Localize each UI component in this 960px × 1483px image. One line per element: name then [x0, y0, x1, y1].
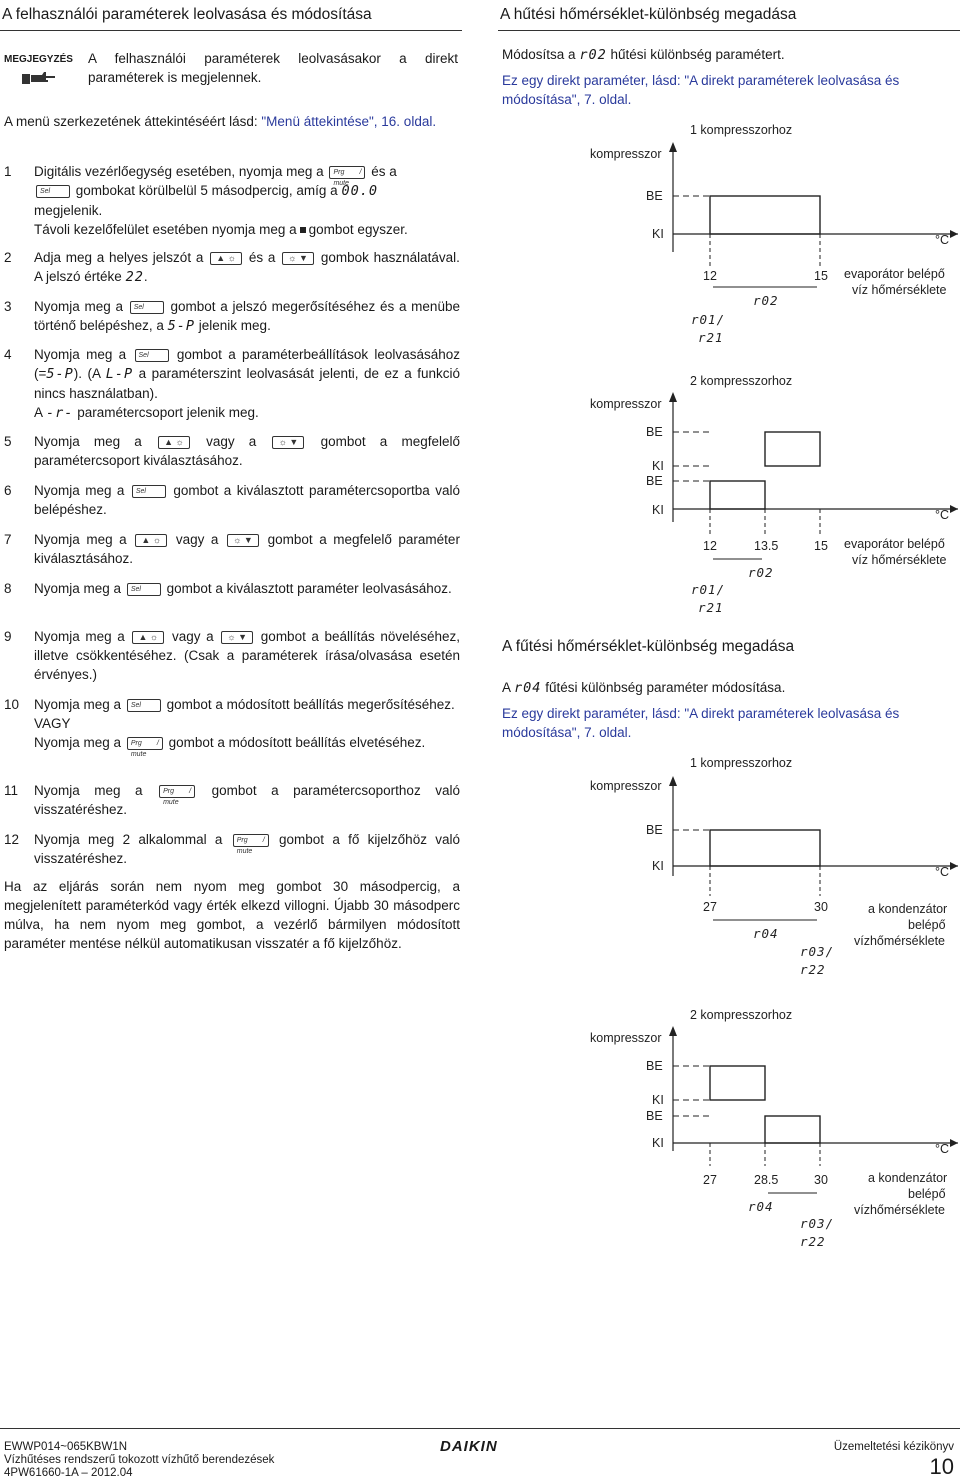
svg-text:r03/: r03/ [800, 1216, 835, 1231]
pointing-hand-icon [22, 70, 56, 86]
heating-instruction: A r04 fűtési különbség paraméter módosítása. [502, 680, 786, 696]
display-code: 5-P [167, 318, 196, 334]
y-axis-arrow [669, 142, 677, 152]
svg-text:2 kompresszorhoz: 2 kompresszorhoz [690, 1008, 793, 1022]
up-button-icon: ▲ ☼ [132, 631, 164, 644]
sel-button-icon: Sel [127, 583, 161, 596]
one-compressor-label: 1 kompresszorhoz [690, 123, 793, 137]
step-8: 8 Nyomja meg a Sel gombot a kiválasztott paraméter leolvasásához. [4, 581, 452, 596]
svg-text:°C: °C [935, 508, 950, 522]
svg-text:r21: r21 [698, 600, 724, 615]
right-section-title: A hűtési hőmérséklet-különbség megadása [498, 0, 960, 31]
step-text: és a [371, 164, 397, 179]
heating-section-title: A fűtési hőmérséklet-különbség megadása [502, 638, 795, 655]
step-text: gombot egyszer. [308, 222, 408, 237]
svg-text:a kondenzátor: a kondenzátor [868, 1171, 948, 1185]
svg-text:BE: BE [646, 474, 663, 488]
svg-text:KI: KI [652, 1136, 664, 1150]
svg-text:12: 12 [703, 539, 717, 553]
prg-mute-button-icon: Prg / mute [233, 834, 269, 847]
x-axis-arrow [950, 230, 958, 238]
on-label: BE [646, 189, 663, 203]
step-10: 10 Nyomja meg a Sel gombot a módosított beállítás megerősítéséhez. VAGY Nyomja meg a Prg / mute gombot a módosított beállítás elvetéséhez. [4, 697, 455, 758]
svg-text:r03/: r03/ [800, 944, 835, 959]
direct-param-link[interactable]: "A direkt paraméterek leolvasása és módosítása", 7. oldal. [502, 73, 900, 107]
svg-text:evaporátor belépő: evaporátor belépő [844, 537, 945, 551]
setpoint-code: r21 [698, 330, 724, 345]
square-button-icon [300, 227, 306, 233]
right-column [498, 0, 960, 31]
svg-text:a kondenzátor: a kondenzátor [868, 902, 948, 916]
menu-reference [4, 112, 460, 131]
menu-reference-text: A menü szerkezetének áttekintéséért lásd: [4, 114, 262, 129]
step-text: gombokat körülbelül 5 másodpercig, amíg a [75, 183, 338, 198]
closing-paragraph: Ha az eljárás során nem nyom meg gombot 30 másodpercig, a megjelenített paraméterkód vagy érték elkezd villogni. Újabb 30 másodperc múlva, ha nem nyom meg gombot, a vezérlő bármilyen módosított paraméter mentése nélkül automatikusan visszatér a fő kijelzőhöz. [4, 879, 460, 951]
svg-text:r22: r22 [800, 962, 826, 977]
sel-button-icon: Sel [127, 699, 161, 712]
svg-text:BE: BE [646, 823, 663, 837]
display-code: -r- [46, 405, 74, 421]
tick-15: 15 [814, 269, 828, 283]
direct-param-link-2[interactable]: "A direkt paraméterek leolvasása és módosítása", 7. oldal. [502, 706, 900, 740]
step-text: Távoli kezelőfelület esetében nyomja meg a [34, 222, 297, 237]
svg-text:belépő: belépő [908, 1187, 946, 1201]
step-4: 4 Nyomja meg a Sel gombot a paraméterbeállítások leolvasásához (=5-P). (A L-P a paraméterszint leolvasását jelenti, de ez a funkció nincs használatban). A -r- paramétercsoport jelenik meg. [4, 347, 460, 421]
step-6: 6 Nyomja meg a Sel gombot a kiválasztott paramétercsoportba való belépéshez. [4, 483, 460, 517]
prg-mute-button-icon: Prg / mute [159, 785, 195, 798]
display-code: r02 [579, 47, 607, 63]
down-button-icon: ☼ ▼ [227, 534, 259, 547]
step-text: Digitális vezérlőegység esetében, nyomja meg a [34, 164, 324, 179]
step-text: megjelenik. [34, 203, 103, 218]
direct-param-reference: Ez egy direkt paraméter, lásd: "A direkt paraméterek leolvasása és módosítása", 7. oldal. [502, 73, 900, 107]
display-code: 22 [125, 269, 144, 285]
svg-text:13.5: 13.5 [754, 539, 779, 553]
step-1 [4, 162, 460, 187]
up-button-icon: ▲ ☼ [135, 534, 167, 547]
display-code: 00.0 [341, 183, 378, 199]
off-label: KI [652, 227, 664, 241]
document-code: 4PW61660-1A – 2012.04 [4, 1467, 133, 1479]
svg-text:27: 27 [703, 1173, 717, 1187]
step-2: 2 Adja meg a helyes jelszót a ▲ ☼ és a ☼ ▼ gombok használatával. A jelszó értéke 22. [4, 250, 460, 285]
heating-diagram [498, 746, 960, 1396]
step-5: 5 Nyomja meg a ▲ ☼ vagy a ☼ ▼ gombot a megfelelő paramétercsoport kiválasztásához. [4, 434, 460, 468]
daikin-logo: DAIKIN [440, 1438, 498, 1455]
svg-text:27: 27 [703, 900, 717, 914]
svg-text:kompresszor: kompresszor [590, 1031, 662, 1045]
up-button-icon: ▲ ☼ [158, 436, 190, 449]
left-section-title: A felhasználói paraméterek leolvasása és módosítása [0, 0, 462, 31]
prg-mute-button-icon: Prg / mute [127, 737, 163, 750]
svg-text:r04: r04 [748, 1199, 774, 1214]
svg-text:30: 30 [814, 1173, 828, 1187]
compressor-label: kompresszor [590, 147, 662, 161]
svg-text:r02: r02 [748, 565, 774, 580]
display-code: L-P [105, 366, 134, 382]
step-number: 1 [4, 164, 12, 179]
sel-button-icon: Sel [135, 349, 169, 362]
svg-text:KI: KI [652, 459, 664, 473]
down-button-icon: ☼ ▼ [221, 631, 253, 644]
svg-text:30: 30 [814, 900, 828, 914]
up-button-icon: ▲ ☼ [210, 252, 242, 265]
page-footer [0, 1428, 960, 1483]
diff-code: r02 [753, 293, 779, 308]
evap-label-1: evaporátor belépő [844, 267, 945, 281]
two-compressor-label: 2 kompresszorhoz [690, 374, 793, 388]
svg-text:1 kompresszorhoz: 1 kompresszorhoz [690, 756, 793, 770]
cooling-instruction: Módosítsa a r02 hűtési különbség paramétert. [502, 47, 785, 63]
svg-text:víz hőmérséklete: víz hőmérséklete [852, 553, 947, 567]
svg-text:vízhőmérséklete: vízhőmérséklete [854, 1203, 946, 1217]
page-number: 10 [929, 1454, 954, 1479]
direct-param-reference-2: Ez egy direkt paraméter, lásd: "A direkt paraméterek leolvasása és módosítása", 7. oldal. [502, 706, 900, 740]
compressor-label: kompresszor [590, 397, 662, 411]
celsius-label: °C [935, 233, 950, 247]
svg-text:kompresszor: kompresszor [590, 779, 662, 793]
svg-text:belépő: belépő [908, 918, 946, 932]
step-9: 9 Nyomja meg a ▲ ☼ vagy a ☼ ▼ gombot a beállítás növeléséhez, illetve csökkentéséhez. (Csak a paraméterek írása/olvasása esetén érvényes.) [4, 629, 460, 682]
step-7: 7 Nyomja meg a ▲ ☼ vagy a ☼ ▼ gombot a megfelelő paraméter kiválasztásához. [4, 532, 460, 566]
svg-text:BE: BE [646, 425, 663, 439]
svg-text:r04: r04 [753, 926, 779, 941]
evap-label-2: víz hőmérséklete [852, 283, 947, 297]
setpoint-code: r01/ [691, 312, 726, 327]
step-1-cont [4, 181, 460, 239]
display-code: r04 [514, 680, 542, 696]
svg-text:28.5: 28.5 [754, 1173, 779, 1187]
tick-12: 12 [703, 269, 717, 283]
note-label: MEGJEGYZÉS [4, 54, 73, 65]
product-description: Vízhűtéses rendszerű tokozott vízhűtő berendezések [4, 1454, 275, 1466]
note-text: A felhasználói paraméterek leolvasásakor a direkt paraméterek is megjelennek. [88, 51, 458, 85]
svg-text:BE: BE [646, 1109, 663, 1123]
manual-title: Üzemeltetési kézikönyv [833, 1441, 954, 1453]
cooling-diagram [498, 112, 960, 615]
svg-text:KI: KI [652, 503, 664, 517]
svg-text:KI: KI [652, 859, 664, 873]
svg-text:r01/: r01/ [691, 582, 726, 597]
down-button-icon: ☼ ▼ [282, 252, 314, 265]
svg-text:r22: r22 [800, 1234, 826, 1249]
svg-text:KI: KI [652, 1093, 664, 1107]
step-11: 11 Nyomja meg a Prg / mute gombot a paramétercsoporthoz való visszatéréshez. [4, 783, 460, 817]
left-column [0, 0, 462, 31]
svg-text:°C: °C [935, 865, 950, 879]
svg-text:°C: °C [935, 1142, 950, 1156]
display-code: 5-P [46, 366, 74, 382]
svg-text:15: 15 [814, 539, 828, 553]
svg-text:vízhőmérséklete: vízhőmérséklete [854, 934, 946, 948]
sel-button-icon: Sel [130, 301, 164, 314]
menu-reference-link[interactable]: "Menü áttekintése", 16. oldal. [261, 114, 437, 129]
svg-text:BE: BE [646, 1059, 663, 1073]
sel-button-icon: Sel [36, 185, 70, 198]
step-12: 12 Nyomja meg 2 alkalommal a Prg / mute gombot a fő kijelzőhöz való visszatéréshez. [4, 832, 460, 866]
hysteresis-loop [710, 196, 820, 234]
prg-mute-button-icon: Prg / mute [329, 166, 365, 179]
model-code: EWWP014~065KBW1N [4, 1441, 128, 1453]
down-button-icon: ☼ ▼ [272, 436, 304, 449]
sel-button-icon: Sel [132, 485, 166, 498]
step-3: 3 Nyomja meg a Sel gombot a jelszó megerősítéséhez és a menübe történő belépéshez, a 5-P jelenik meg. [4, 299, 460, 334]
